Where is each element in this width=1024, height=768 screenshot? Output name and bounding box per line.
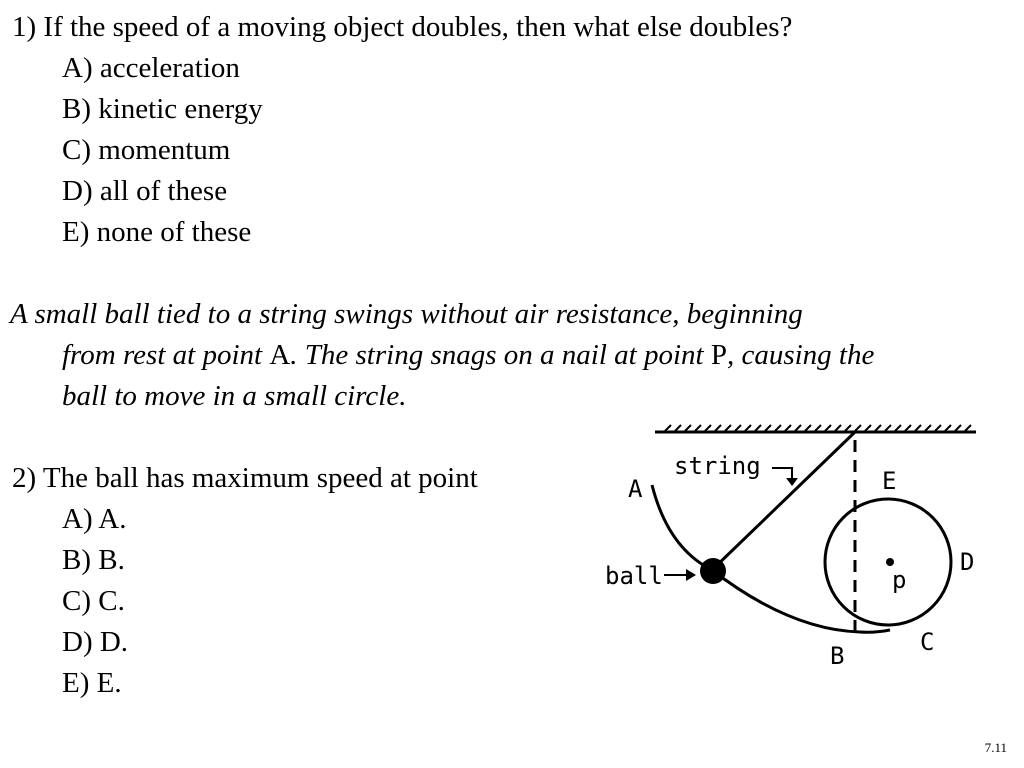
scenario-line-1: A small ball tied to a string swings without air resistance, beginning — [10, 298, 803, 330]
label-point-e: E — [882, 467, 897, 495]
question-2-option-e: E) E. — [62, 667, 122, 699]
question-1-option-b: B) kinetic energy — [62, 93, 263, 125]
label-ball: ball — [605, 562, 663, 590]
question-2-option-a: A) A. — [62, 503, 127, 535]
label-point-p: p — [892, 566, 907, 594]
ball-arrowhead-icon — [686, 569, 696, 581]
nail-point — [886, 558, 894, 566]
question-2-option-b: B) B. — [62, 544, 125, 576]
label-point-c: C — [920, 628, 935, 656]
ball — [700, 558, 726, 584]
question-1-option-d: D) all of these — [62, 175, 228, 207]
label-point-a: A — [628, 475, 643, 503]
ceiling — [655, 425, 976, 432]
question-1-option-e: E) none of these — [62, 216, 252, 248]
question-1-option-c: C) momentum — [62, 134, 231, 166]
scenario-point-a: A — [269, 339, 291, 371]
question-1-prompt: 1) If the speed of a moving object doubles, then what else doubles? — [12, 11, 793, 43]
label-point-b: B — [830, 642, 845, 670]
question-2-option-c: C) C. — [62, 585, 125, 617]
scenario-line-2-part-2: . The string snags on a nail at point — [290, 339, 711, 371]
pendulum-diagram — [600, 410, 1020, 670]
slide-number: 7.11 — [984, 740, 1007, 755]
scenario-line-2-part-1: from rest at point — [62, 339, 270, 371]
string-arrowhead-icon — [786, 478, 798, 486]
label-point-d: D — [960, 548, 975, 576]
question-2-prompt: 2) The ball has maximum speed at point — [12, 462, 478, 494]
scenario-line-2-part-3: , causing the — [726, 339, 875, 371]
scenario-point-p: P — [710, 339, 727, 371]
question-2-option-d: D) D. — [62, 626, 129, 658]
scenario-line-2 — [62, 338, 874, 372]
scenario-line-3: ball to move in a small circle. — [62, 380, 407, 412]
label-string: string — [674, 452, 761, 480]
question-1-option-a: A) acceleration — [62, 52, 240, 84]
